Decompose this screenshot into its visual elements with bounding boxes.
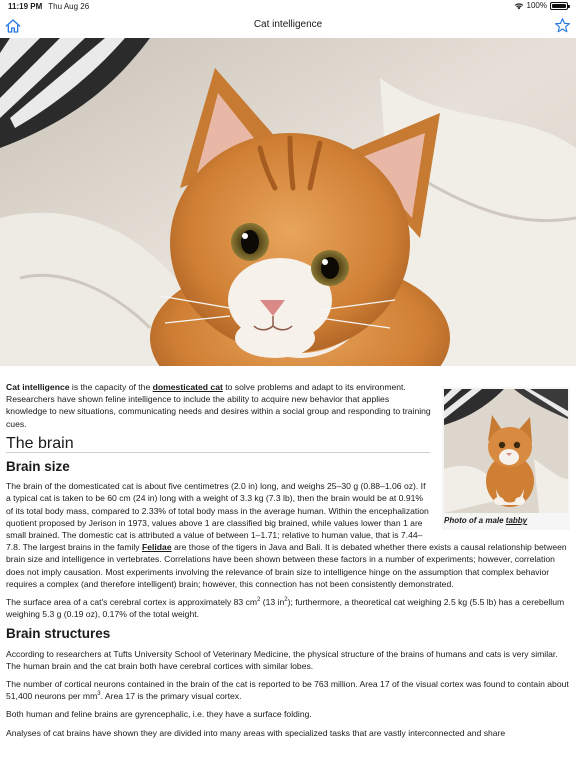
battery-fill <box>552 4 566 8</box>
text: with similar lobes. <box>242 660 314 671</box>
hero-image <box>0 38 576 366</box>
text: The <box>6 481 24 492</box>
text: ); furthermore, a theoretical cat weighing 2.5 kg (5.5 lb) has a <box>287 597 523 608</box>
text: is approximately 83 cm <box>166 597 257 608</box>
text: The surface area of a cat's <box>6 597 110 608</box>
brain-size-paragraph-2 <box>6 596 570 620</box>
wifi-icon <box>514 2 524 10</box>
superscript: 2 <box>257 597 261 604</box>
superscript: 3 <box>97 691 101 698</box>
link-correlation-causation[interactable]: correlation does not imply causation <box>6 554 555 577</box>
link-neurons[interactable]: neurons <box>93 679 125 690</box>
battery-percent: 100% <box>526 1 547 10</box>
link-brain[interactable]: brain <box>23 481 43 492</box>
text: of the <box>42 481 69 492</box>
status-time: 11:19 PM <box>8 2 43 11</box>
article-body <box>6 381 570 745</box>
text: . Within the <box>323 505 370 516</box>
intro-text: to solve problems and adapt to its environment. Researchers have shown feline intelligence to include the ability to acquire new behavior that applies knowledge to new situations, communicating needs and desires within a social group and responding to training cues. <box>6 382 431 429</box>
link-cerebral-cortex[interactable]: cerebral cortex <box>109 597 167 608</box>
link-visual-cortex[interactable]: visual cortex <box>415 679 464 690</box>
heading-brain-size: Brain size <box>6 459 70 475</box>
section-heading-the-brain: The brain <box>6 438 430 453</box>
text: contained in the brain of the cat is reported to be 763 million. Area 17 of the <box>124 679 416 690</box>
link-gyrencephalic[interactable]: gyrencephalic <box>135 709 189 720</box>
link-tigers-java-bali[interactable]: tigers in Java and Bali <box>236 542 321 553</box>
brain-structures-paragraph-2 <box>6 678 570 702</box>
link-domesticated[interactable]: domesticated <box>68 481 120 492</box>
text: cat is about five centimetres (2.0 in) long, and weighs 25–30 g (0.88–1.06 oz). If a typical cat is taken to be 60 cm (24 in) long with a weight of 3.3 kg (7.3 lb), then the brain would be at 0.91% of its total body mass, compared to 2.33% of total body mass in the average <box>6 481 426 516</box>
text: , i.e. they have a surface folding. <box>188 709 312 720</box>
text: According to researchers at Tufts University School of Veterinary Medicine, the physical structure of the brains of humans and cats is very similar. The human brain and the cat brain both have <box>6 648 558 671</box>
intro-term: Cat intelligence <box>6 382 70 392</box>
status-date: Thu Aug 26 <box>48 2 90 11</box>
text: Both human and feline brains are <box>6 709 135 720</box>
nav-bar <box>0 14 576 38</box>
link-encephalization-quotient[interactable]: encephalization quotient <box>6 505 429 528</box>
link-primary-visual-cortex[interactable]: primary visual cortex <box>160 691 240 702</box>
status-bar <box>0 0 576 14</box>
figure-image[interactable] <box>444 389 568 513</box>
text: are those of the <box>171 542 237 553</box>
text: . Most experiments involving the relevance of brain size to intelligence hinge on the assumption that complex behavior requires a complex (and therefore intelligent) brain; however, this connection has not been consistently demonstrated. <box>6 566 550 589</box>
link-human[interactable]: human <box>297 505 324 516</box>
text: was found to contain about 51,400 neurons per mm <box>6 679 569 702</box>
superscript: 2 <box>284 597 288 604</box>
brain-structures-paragraph-3 <box>6 708 570 720</box>
text: . Area 17 is the <box>100 691 161 702</box>
star-icon[interactable] <box>554 17 571 34</box>
battery-icon <box>550 2 568 10</box>
intro-text: is the capacity of the <box>69 382 153 392</box>
figure-box <box>442 387 570 530</box>
link-cerebral-cortices[interactable]: cerebral cortices <box>179 660 243 671</box>
text: The number of cortical <box>6 679 94 690</box>
page-title: Cat intelligence <box>253 19 323 30</box>
link-cerebellum[interactable]: cerebellum <box>522 597 565 608</box>
caption-prefix: Photo of a male <box>444 516 506 525</box>
text: . It is debated whether there exists a causal relationship between brain size and intelligence in <box>6 542 567 565</box>
text: proposed by Jerison in 1973, values above 1 are classified big brained, while values lower than 1 are small brained. The domestic cat is attributed a value of between 1–1.71; relative to human value, that is 7.44–7.8. The largest brains in the family <box>6 517 423 553</box>
status-right <box>514 1 568 10</box>
caption-link-tabby[interactable]: tabby <box>505 516 528 525</box>
link-vertebrates[interactable]: vertebrates <box>116 554 160 565</box>
link-felidae[interactable]: Felidae <box>141 542 172 553</box>
figure-caption <box>444 515 568 527</box>
brain-structures-paragraph-4: Analyses of cat brains have shown they are divided into many areas with specialized tasks that are vastly interconnected and share <box>6 727 506 738</box>
status-left <box>8 2 89 11</box>
brain-structures-paragraph-1 <box>6 648 570 672</box>
text: . <box>239 691 242 702</box>
text: weighing 5.3 g (0.19 oz), 0.17% of the total weight. <box>6 609 200 620</box>
heading-brain-structures: Brain structures <box>6 626 111 642</box>
link-domesticated-cat[interactable]: domesticated cat <box>152 382 223 392</box>
text: (13 in <box>260 597 285 608</box>
text: . Correlations have been shown between these factors in a number of experiments; however, <box>159 554 515 565</box>
